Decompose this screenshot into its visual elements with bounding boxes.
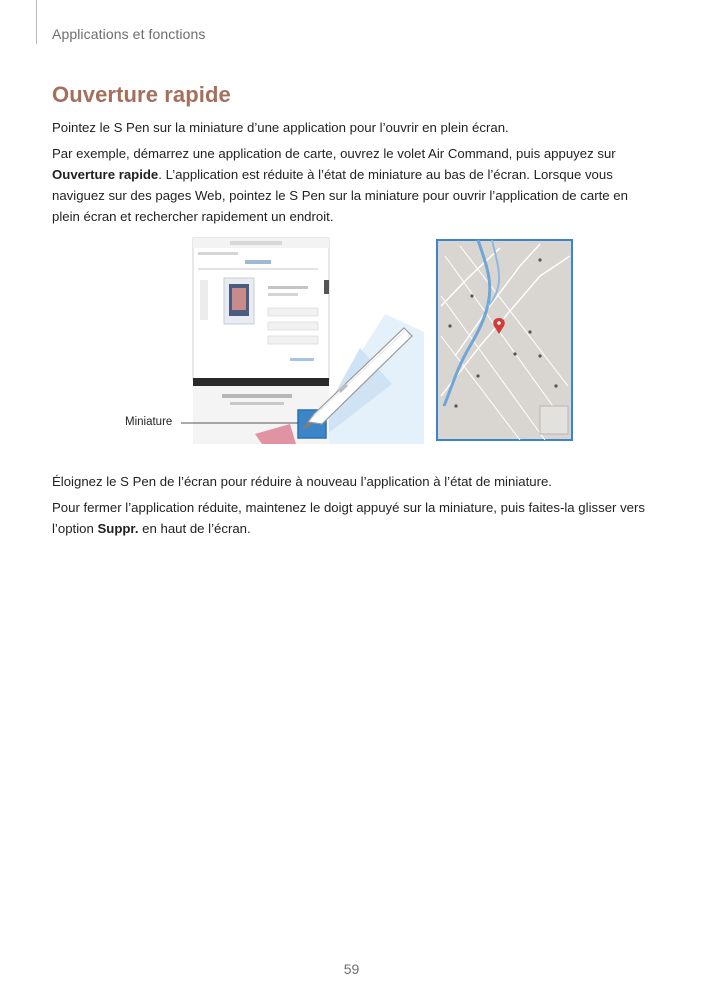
paragraph-remove-pen [52,471,652,492]
term-suppr: Suppr. [97,521,139,536]
page-number: 59 [343,961,360,977]
callout-label-miniature: Miniature [125,416,173,428]
illustration-svg [0,236,703,444]
illustration-quick-open [0,236,703,444]
paragraph-intro-text: Pointez le S Pen sur la miniature d’une application pour l’ouvrir en plein écran. [52,120,509,135]
paragraph-close-app-text-2: en haut de l’écran. [138,521,251,536]
paragraph-example-text-2: . L’application est réduite à l’état de miniature au bas de l’écran. Lorsque vous naviguez sur des pages Web, pointez le S Pen sur la miniature pour ouvrir l’application de carte en plein écran et rechercher rapidement un endroit. [52,167,628,224]
chapter-header: Applications et fonctions [52,26,206,42]
paragraph-close-app [52,497,652,539]
map-screen [437,240,572,440]
paragraph-example [52,143,652,227]
paragraph-example-text-1: Par exemple, démarrez une application de carte, ouvrez le volet Air Command, puis appuyez sur [52,146,616,161]
paragraph-intro [52,117,652,138]
term-ouverture-rapide: Ouverture rapide [52,167,159,182]
section-title: Ouverture rapide [52,82,231,107]
paragraph-close-app-text-1: Pour fermer l’application réduite, maintenez le doigt appuyé sur la miniature, puis faites-la glisser vers l’option [52,500,645,536]
header-rule [36,0,37,44]
paragraph-remove-pen-text: Éloignez le S Pen de l’écran pour réduire à nouveau l’application à l’état de miniature. [52,474,552,489]
map-minimap [540,406,568,434]
